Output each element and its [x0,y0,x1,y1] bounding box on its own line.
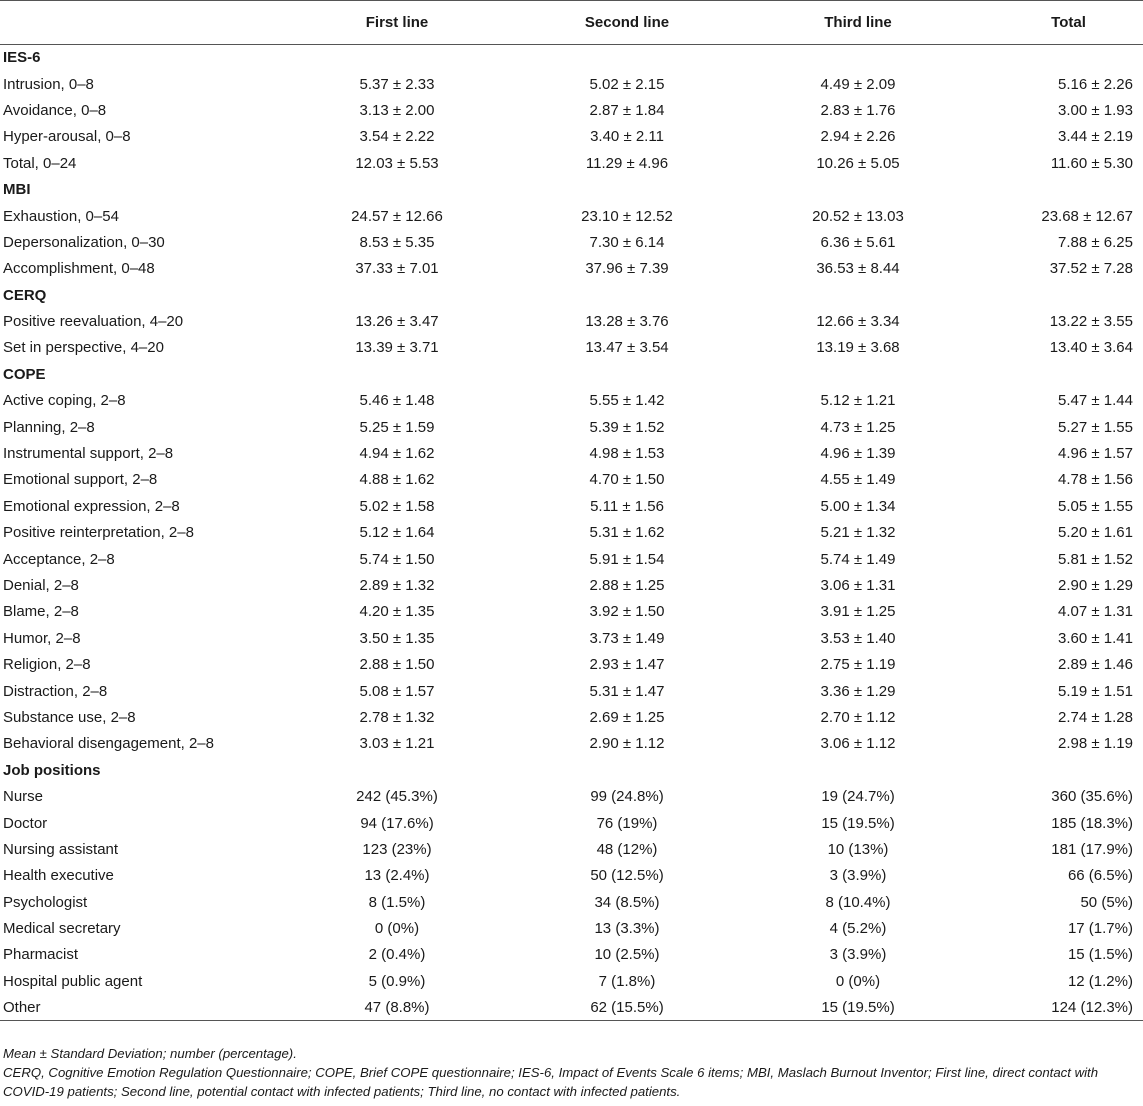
header-cell-label [0,1,282,45]
row-label: Distraction, 2–8 [3,682,108,700]
table-cell: 3 (3.9%) [829,867,887,885]
row-label: Emotional support, 2–8 [3,471,158,489]
table-row [0,467,1143,493]
table-cell: 3.40 ± 2.11 [590,128,664,146]
header-cell-first-line: First line [282,1,512,45]
table-row [0,150,1143,176]
table-cell: 0 (0%) [374,920,420,938]
table-cell: 5.55 ± 1.42 [589,392,665,410]
table-cell: 124 (12.3%) [974,995,1143,1021]
table-cell: 3.13 ± 2.00 [359,101,435,119]
table-cell: 2.88 ± 1.50 [359,656,435,674]
table-cell: 5.05 ± 1.55 [1058,497,1133,515]
table-row [0,308,1143,334]
table-cell: 4.20 ± 1.35 [359,603,435,621]
section-title: CERQ [3,286,47,304]
footnote-2: CERQ, Cognitive Emotion Regulation Questionnaire; COPE, Brief COPE questionnaire; IES-6, Impact of Events Scale 6 items; MBI, Maslach Burnout Inventor; First line, direct contact with COVID-19 patients; Second line, potential contact with infected patients; Third line, no contact with infected patients. [3,1065,1099,1099]
table-cell: 11.29 ± 4.96 [585,154,669,172]
row-label: Medical secretary [3,920,121,938]
table-cell: 2.78 ± 1.32 [359,708,435,726]
table-cell: 5.08 ± 1.57 [359,682,435,700]
table-cell: 4.96 ± 1.57 [1058,445,1133,463]
table-cell: 8 (10.4%) [825,893,891,911]
table-cell: 2.70 ± 1.12 [820,708,896,726]
table-cell: 4.70 ± 1.50 [589,471,665,489]
table-row [0,546,1143,572]
table-cell: 13 (2.4%) [364,867,430,885]
row-label: Intrusion, 0–8 [3,75,94,93]
table-cell: 6.36 ± 5.61 [820,233,896,251]
table-cell: 3.06 ± 1.12 [820,735,896,753]
table-cell: 5.21 ± 1.32 [820,524,896,542]
table-cell: 3 (3.9%) [829,946,887,964]
table-cell: 5.74 ± 1.50 [359,550,435,568]
row-label: Positive reevaluation, 4–20 [3,313,184,331]
table-row [0,651,1143,677]
table-row [0,704,1143,730]
row-label: Exhaustion, 0–54 [3,207,119,225]
table-row [0,388,1143,414]
table-cell: 2.90 ± 1.12 [589,735,665,753]
table-row [0,836,1143,862]
row-label: Hospital public agent [3,972,143,990]
row-label: Emotional expression, 2–8 [3,497,180,515]
table-cell: 23.68 ± 12.67 [1041,207,1133,225]
table-cell: 3.73 ± 1.49 [589,629,665,647]
table-row [0,572,1143,598]
table-cell: 11.60 ± 5.30 [1050,154,1133,172]
table-row [0,915,1143,941]
section-title: Job positions [3,761,101,779]
table-cell: 2.89 ± 1.32 [359,577,435,594]
table-cell: 12.03 ± 5.53 [355,154,439,172]
table-cell: 2.88 ± 1.25 [589,577,665,594]
table-cell: 4.96 ± 1.39 [820,445,896,463]
table-cell: 2.74 ± 1.28 [1058,708,1133,726]
table-cell: 13.40 ± 3.64 [1049,339,1133,357]
table-footnotes [3,1044,1139,1101]
table-cell: 3.54 ± 2.22 [359,128,435,146]
row-label: Hyper-arousal, 0–8 [3,128,131,146]
table-cell: 7 (1.8%) [598,972,656,990]
table-cell: 8 (1.5%) [368,893,426,911]
table-row [0,440,1143,466]
table-cell: 50 (5%) [1080,893,1133,911]
table-cell: 3.60 ± 1.41 [1058,629,1133,647]
row-label: Planning, 2–8 [3,418,95,436]
table-cell: 2.75 ± 1.19 [820,656,896,674]
header-cell-total: Total [974,1,1143,45]
section-header-row [0,282,1143,308]
table-body [0,45,1143,1021]
table-cell: 17 (1.7%) [1067,920,1133,938]
table-cell: 2.83 ± 1.76 [820,101,896,119]
table-cell: 13.28 ± 3.76 [585,313,669,331]
row-label: Blame, 2–8 [3,603,79,621]
table-cell: 66 (6.5%) [1067,867,1133,885]
table-cell: 5 (0.9%) [368,972,426,990]
row-label: Religion, 2–8 [3,656,91,674]
row-label: Active coping, 2–8 [3,392,126,410]
table-cell: 5.20 ± 1.61 [1058,524,1133,542]
table-cell: 5.02 ± 2.15 [589,75,665,93]
row-label: Avoidance, 0–8 [3,101,107,119]
row-label: Depersonalization, 0–30 [3,233,165,251]
table-cell: 10 (2.5%) [594,946,660,964]
table-cell: 2.98 ± 1.19 [1058,735,1133,753]
table-cell: 7.30 ± 6.14 [589,233,665,251]
table-cell: 13.26 ± 3.47 [355,313,439,331]
table-cell: 4.07 ± 1.31 [1058,603,1133,621]
table-row [0,71,1143,97]
table-cell: 181 (17.9%) [1051,840,1133,858]
table-cell: 4.98 ± 1.53 [589,445,665,463]
row-label: Acceptance, 2–8 [3,550,115,568]
table-cell: 23.10 ± 12.52 [581,207,673,225]
table-cell: 2.69 ± 1.25 [589,708,665,726]
table-cell: 5.00 ± 1.34 [820,497,896,515]
table-cell: 5.11 ± 1.56 [590,497,664,515]
table-row [0,678,1143,704]
table-cell: 2.93 ± 1.47 [589,656,665,674]
table-cell: 5.81 ± 1.52 [1058,550,1133,568]
table-cell: 4.78 ± 1.56 [1058,471,1133,489]
table-row [0,229,1143,255]
table-cell: 3.06 ± 1.31 [820,577,896,594]
table-row [0,335,1143,361]
table-cell: 5.31 ± 1.62 [589,524,665,542]
table-cell: 2.87 ± 1.84 [589,101,665,119]
row-label: Humor, 2–8 [3,629,81,647]
table-cell: 10.26 ± 5.05 [816,154,900,172]
section-header-row [0,45,1143,71]
table-row [0,863,1143,889]
row-label: Doctor [3,814,48,832]
table-cell: 5.02 ± 1.58 [359,497,435,515]
header-cell-second-line: Second line [512,1,742,45]
table-cell: 0 (0%) [835,972,881,990]
table-cell: 3.44 ± 2.19 [1058,128,1133,146]
section-header-row [0,176,1143,202]
table-cell: 47 (8.8%) [282,995,512,1021]
table-cell: 5.25 ± 1.59 [359,418,435,436]
table-cell: 12.66 ± 3.34 [816,313,900,331]
table-cell: 2.90 ± 1.29 [1058,577,1133,594]
table-row [0,810,1143,836]
table-row [0,968,1143,994]
section-header-row [0,757,1143,783]
table-cell: 5.12 ± 1.64 [359,524,435,542]
table-row [0,889,1143,915]
header-cell-third-line: Third line [742,1,974,45]
table-cell: 24.57 ± 12.66 [351,207,443,225]
table-cell: 2.89 ± 1.46 [1058,656,1133,674]
section-title: IES-6 [3,49,41,67]
table-row [0,783,1143,809]
table-cell: 99 (24.8%) [590,788,664,806]
table-cell: 13 (3.3%) [594,920,660,938]
table-cell: 94 (17.6%) [360,814,434,832]
table-cell: 48 (12%) [596,840,658,858]
table-row [0,414,1143,440]
table-cell: 5.27 ± 1.55 [1058,418,1133,436]
table-row [0,493,1143,519]
table-cell: 5.74 ± 1.49 [820,550,896,568]
row-label: Psychologist [3,893,88,911]
table-row [0,97,1143,123]
table-cell: 13.47 ± 3.54 [585,339,669,357]
table-cell: 76 (19%) [596,814,658,832]
table-cell: 37.52 ± 7.28 [1049,260,1133,278]
table-cell: 36.53 ± 8.44 [816,260,900,278]
table-row [0,256,1143,282]
table-cell: 5.47 ± 1.44 [1058,392,1133,410]
row-label: Instrumental support, 2–8 [3,445,174,463]
table-cell: 4.88 ± 1.62 [359,471,435,489]
section-title: COPE [3,365,46,383]
table-cell: 5.46 ± 1.48 [359,392,435,410]
row-label: Positive reinterpretation, 2–8 [3,524,194,542]
table-cell: 3.36 ± 1.29 [820,682,896,700]
table-cell: 8.53 ± 5.35 [359,233,435,251]
table-cell: 3.00 ± 1.93 [1058,101,1133,119]
row-label: Denial, 2–8 [3,577,79,594]
table-cell: 3.03 ± 1.21 [359,735,435,753]
row-label: Pharmacist [3,946,79,964]
table-cell: 7.88 ± 6.25 [1058,233,1133,251]
table-cell: 15 (1.5%) [1067,946,1133,964]
table-cell: 5.16 ± 2.26 [1058,75,1133,93]
section-title: MBI [3,181,31,199]
table-cell: 37.33 ± 7.01 [355,260,439,278]
row-label: Substance use, 2–8 [3,708,136,726]
table-cell: 185 (18.3%) [1051,814,1133,832]
table-cell: 13.22 ± 3.55 [1049,313,1133,331]
table-cell: 19 (24.7%) [821,788,895,806]
table-cell: 360 (35.6%) [1051,788,1133,806]
table-cell: 12 (1.2%) [1067,972,1133,990]
table-cell: 2 (0.4%) [368,946,426,964]
table-row [0,995,1143,1021]
row-label: Accomplishment, 0–48 [3,260,155,278]
table-cell: 5.37 ± 2.33 [359,75,435,93]
table-row [0,203,1143,229]
table-cell: 13.19 ± 3.68 [816,339,900,357]
table-cell: 4.49 ± 2.09 [820,75,896,93]
table-cell: 5.39 ± 1.52 [589,418,665,436]
table-row [0,520,1143,546]
table-cell: 15 (19.5%) [742,995,974,1021]
table-cell: 5.31 ± 1.47 [589,682,665,700]
table-cell: 3.92 ± 1.50 [589,603,665,621]
table-cell: 50 (12.5%) [590,867,664,885]
row-label: Nursing assistant [3,840,119,858]
table-cell: 4.73 ± 1.25 [820,418,896,436]
row-label: Health executive [3,867,114,885]
table-cell: 13.39 ± 3.71 [355,339,439,357]
table-cell: 15 (19.5%) [821,814,895,832]
table-cell: 62 (15.5%) [512,995,742,1021]
table-cell: 2.94 ± 2.26 [820,128,896,146]
footnote-1: Mean ± Standard Deviation; number (percentage). [3,1046,297,1061]
table-cell: 5.19 ± 1.51 [1058,682,1133,700]
section-header-row [0,361,1143,387]
table-cell: 4.55 ± 1.49 [820,471,896,489]
row-label: Set in perspective, 4–20 [3,339,164,357]
row-label: Nurse [3,788,44,806]
table-cell: 3.53 ± 1.40 [820,629,896,647]
row-label: Other [0,995,282,1021]
table-row [0,625,1143,651]
table-row [0,599,1143,625]
table-cell: 37.96 ± 7.39 [585,260,669,278]
table-cell: 5.12 ± 1.21 [820,392,896,410]
table-row [0,942,1143,968]
table-cell: 20.52 ± 13.03 [812,207,904,225]
table-cell: 5.91 ± 1.54 [589,550,665,568]
header-row [0,1,1143,45]
table-cell: 10 (13%) [827,840,889,858]
table-cell: 123 (23%) [362,840,432,858]
table-row [0,124,1143,150]
row-label: Total, 0–24 [3,154,77,172]
row-label: Behavioral disengagement, 2–8 [3,735,214,753]
table-row [0,731,1143,757]
table-cell: 3.91 ± 1.25 [820,603,896,621]
table-cell: 242 (45.3%) [356,788,438,806]
table-cell: 4.94 ± 1.62 [359,445,435,463]
table-cell: 34 (8.5%) [594,893,660,911]
table-cell: 3.50 ± 1.35 [359,629,435,647]
table-cell: 4 (5.2%) [829,920,887,938]
